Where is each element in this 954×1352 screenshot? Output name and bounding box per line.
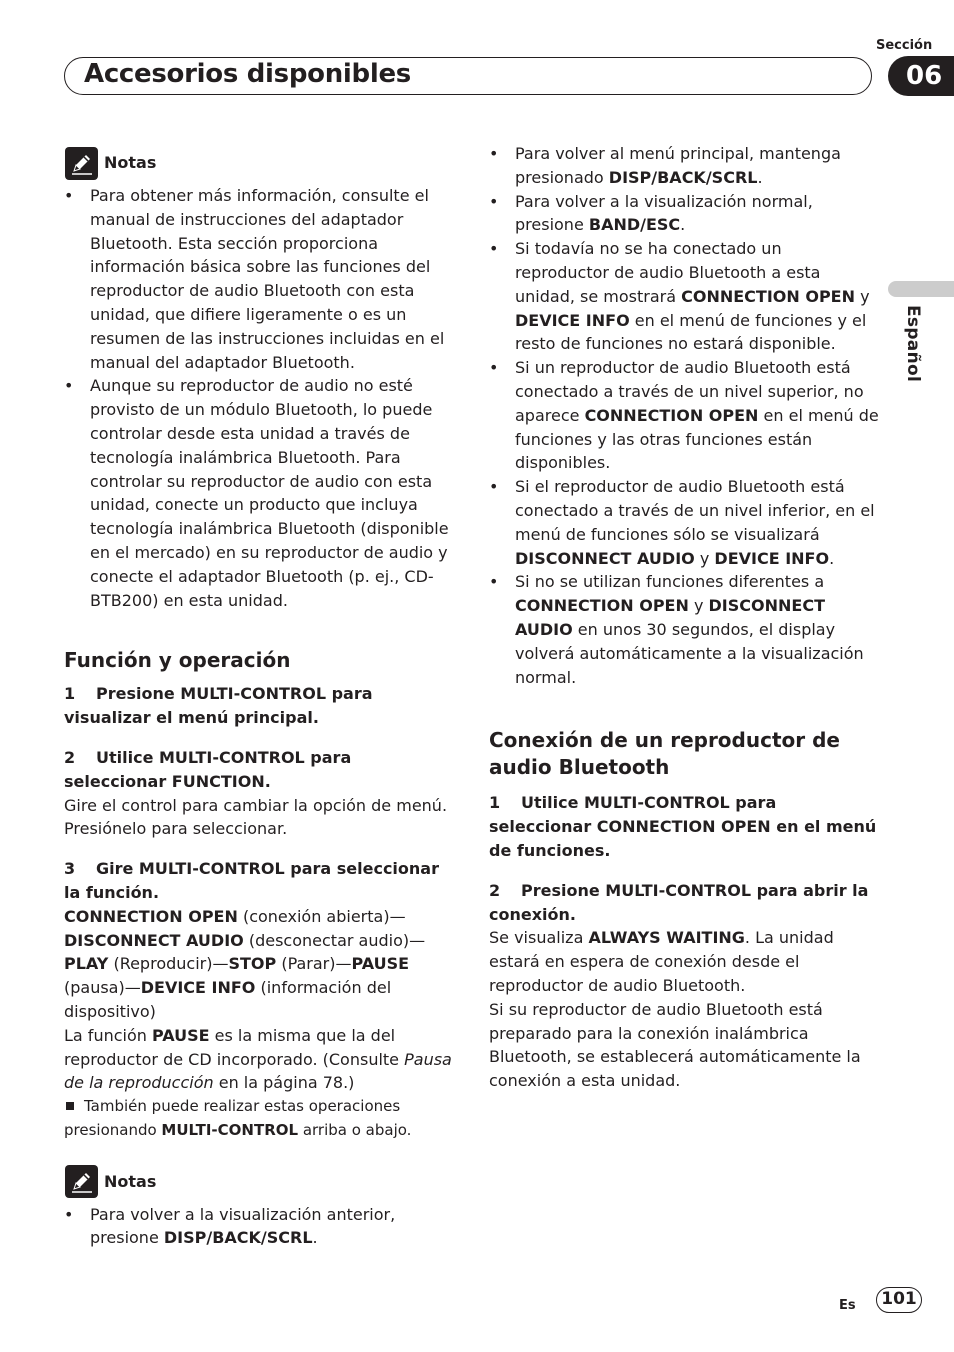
step-2-body: Gire el control para cambiar la opción de menú. Presiónelo para seleccionar. (64, 795, 448, 839)
step-1: 1 Presione MULTI-CONTROL para visualizar el menú principal. (64, 684, 373, 728)
step-2-body-continued: Si su reproductor de audio Bluetooth está preparado para la conexión inalámbrica Bluetooth, se establecerá automáticamente la conexión a esta unidad. (489, 999, 861, 1091)
language-tab-label: Español (903, 305, 923, 383)
list-item: • Para obtener más información, consulte el manual de instrucciones del adaptador Bluetooth. Esta sección proporciona información básica sobre las funciones del reproductor de audio Bluetooth con esta unidad, que difiere ligeramente o es un resumen de las instrucciones incluidas en el manual del adaptador Bluetooth. (64, 184, 456, 374)
step-2: 2 Presione MULTI-CONTROL para abrir la conexión. (489, 880, 869, 924)
right-column (489, 142, 879, 1093)
language-tab-bar (888, 281, 954, 297)
list-item: • Aunque su reproductor de audio no esté provisto de un módulo Bluetooth, lo puede controlar desde esta unidad a través de tecnología inalámbrica Bluetooth. Para controlar su reproductor de audio con esta unidad, conecte un producto que incluya tecnología inalámbrica Bluetooth (disponible en el mercado) en su reproductor de audio y conecte el adaptador Bluetooth (p. ej., CD-BTB200) en esta unidad. (64, 374, 456, 612)
footer-language-code: Es (839, 1298, 856, 1313)
list-item: • Si todavía no se ha conectado un reproductor de audio Bluetooth a esta unidad, se mostrará CONNECTION OPEN y DEVICE INFO en el menú de funciones y el resto de funciones no estará disponible. (489, 237, 879, 356)
notes-header (65, 146, 456, 180)
list-item: • Si un reproductor de audio Bluetooth está conectado a través de un nivel superior, no aparece CONNECTION OPEN en el menú de funciones y las otras funciones están disponibles. (489, 356, 879, 475)
section-heading: Conexión de un reproductor de audio Bluetooth (489, 728, 840, 780)
page-title: Accesorios disponibles (84, 59, 411, 89)
section-heading: Función y operación (64, 648, 291, 673)
left-column (64, 146, 456, 1250)
section-number-badge: 06 (888, 56, 954, 96)
step-2: 2 Utilice MULTI-CONTROL para seleccionar FUNCTION. (64, 747, 352, 791)
pencil-note-icon (65, 1165, 98, 1198)
notes-title: Notas (104, 1171, 157, 1191)
step-1: 1 Utilice MULTI-CONTROL para seleccionar CONNECTION OPEN en el menú de funciones. (489, 793, 877, 860)
list-item: • Para volver a la visualización anterior, presione DISP/BACK/SCRL. (64, 1203, 456, 1251)
notes-list (64, 1203, 456, 1251)
step-2-body: Se visualiza ALWAYS WAITING. La unidad estará en espera de conexión desde el reproductor de audio Bluetooth. (489, 928, 834, 995)
list-item: • Si el reproductor de audio Bluetooth está conectado a través de un nivel inferior, en el menú de funciones sólo se visualizará DISCONNECT AUDIO y DEVICE INFO. (489, 475, 879, 570)
pencil-note-icon (65, 147, 98, 180)
notes-title: Notas (104, 153, 157, 173)
list-item: • Si no se utilizan funciones diferentes a CONNECTION OPEN y DISCONNECT AUDIO en unos 30 segundos, el display volverá automáticamente a la visualización normal. (489, 570, 879, 689)
pause-note: La función PAUSE es la misma que la del reproductor de CD incorporado. (Consulte Pausa de la reproducción en la página 78.) (64, 1025, 452, 1093)
step-3: 3 Gire MULTI-CONTROL para seleccionar la función. (64, 859, 439, 902)
list-item: • Para volver a la visualización normal, presione BAND/ESC. (489, 190, 879, 238)
notes-list-continued (489, 142, 879, 689)
notes-list (64, 184, 456, 612)
notes-header (65, 1165, 456, 1199)
square-bullet-icon (66, 1102, 74, 1110)
page-number: 101 (876, 1287, 922, 1313)
list-item: • Para volver al menú principal, mantenga presionado DISP/BACK/SCRL. (489, 142, 879, 190)
section-label: Sección (876, 38, 933, 53)
function-list: CONNECTION OPEN (conexión abierta)— DISCONNECT AUDIO (desconectar audio)— PLAY (Reproducir)—STOP (Parar)—PAUSE (pausa)—DEVICE INFO (información del dispositivo) (64, 906, 426, 1021)
tip-text: También puede realizar estas operaciones presionando MULTI-CONTROL arriba o abajo. (64, 1097, 412, 1139)
